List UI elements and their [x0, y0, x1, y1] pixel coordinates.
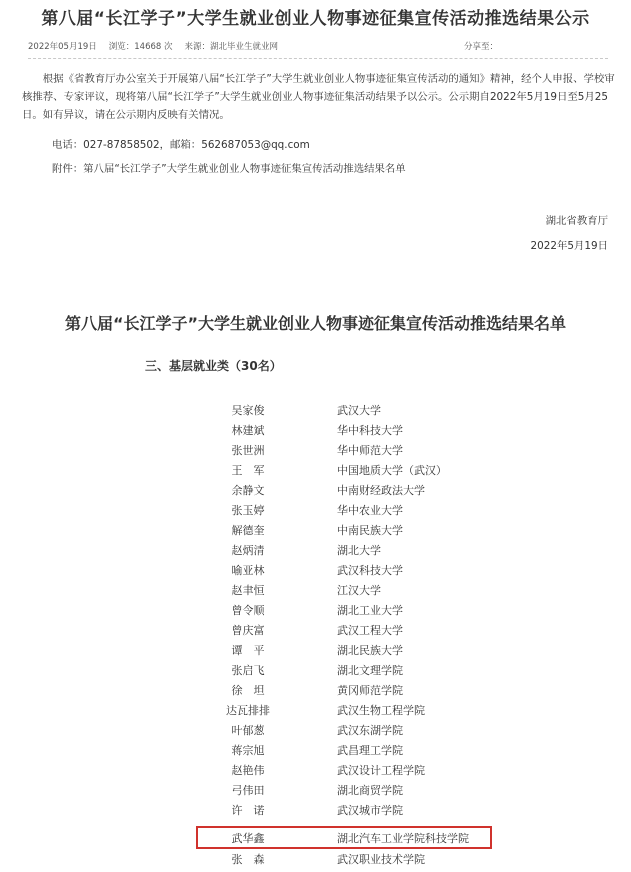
school-name: 湖北大学 — [337, 544, 381, 557]
school-name: 华中科技大学 — [337, 424, 403, 437]
school-name: 武汉设计工程学院 — [337, 764, 425, 777]
school-name: 华中师范大学 — [337, 444, 403, 457]
attachment-link[interactable]: 第八届“长江学子”大学生就业创业人物事迹征集宣传活动推选结果名单 — [83, 163, 406, 175]
list-item — [0, 742, 631, 762]
attachment-line — [52, 160, 406, 175]
list-item — [0, 702, 631, 722]
school-name: 武汉大学 — [337, 404, 381, 417]
signature-date: 2022年5月19日 — [530, 240, 608, 252]
person-name: 赵炳清 — [231, 544, 265, 557]
person-name: 弓伟田 — [231, 784, 265, 797]
attachment-prefix: 附件： — [52, 163, 84, 175]
person-name: 赵聿恒 — [231, 584, 265, 597]
list-item — [0, 762, 631, 782]
list-item — [0, 642, 631, 662]
school-name: 武汉职业技术学院 — [337, 853, 425, 866]
list-item — [0, 582, 631, 602]
school-name: 武汉科技大学 — [337, 564, 403, 577]
list-item — [0, 682, 631, 702]
list-title: 第八届“长江学子”大学生就业创业人物事迹征集宣传活动推选结果名单 — [64, 314, 567, 333]
list-item — [0, 542, 631, 562]
list-item — [0, 602, 631, 622]
person-name: 许 诺 — [231, 804, 265, 817]
list-item — [0, 562, 631, 582]
list-item — [0, 851, 631, 871]
section-heading: 三、基层就业类（30名） — [145, 359, 282, 373]
list-item — [0, 402, 631, 422]
article-source: 来源：湖北毕业生就业网 — [184, 42, 279, 52]
school-name: 湖北文理学院 — [337, 664, 403, 677]
school-name: 中南财经政法大学 — [337, 484, 425, 497]
article-title: 第八届“长江学子”大学生就业创业人物事迹征集宣传活动推选结果公示 — [41, 9, 590, 29]
person-name: 喻亚林 — [231, 564, 265, 577]
school-name: 湖北工业大学 — [337, 604, 403, 617]
share-label[interactable]: 分享至： — [464, 42, 499, 52]
person-name: 曾令顺 — [231, 604, 265, 617]
list-item — [0, 802, 631, 822]
person-name: 余静文 — [231, 484, 265, 497]
list-item — [0, 482, 631, 502]
person-name: 徐 坦 — [231, 684, 265, 697]
school-name: 江汉大学 — [337, 584, 381, 597]
school-name: 华中农业大学 — [337, 504, 403, 517]
list-item — [0, 442, 631, 462]
school-name: 湖北民族大学 — [337, 644, 403, 657]
person-name: 达瓦排排 — [226, 704, 270, 717]
school-name: 武昌理工学院 — [337, 744, 403, 757]
list-item — [0, 782, 631, 802]
list-item — [0, 722, 631, 742]
person-name: 赵艳伟 — [231, 764, 265, 777]
school-name: 武汉生物工程学院 — [337, 704, 425, 717]
list-item — [0, 502, 631, 522]
view-count: 浏览：14668 次 — [108, 42, 173, 52]
person-name: 张启飞 — [231, 664, 265, 677]
person-name: 张 森 — [231, 853, 265, 866]
publish-date: 2022年05月19日 — [28, 42, 97, 52]
person-name: 林建斌 — [231, 424, 265, 437]
list-item — [0, 422, 631, 442]
list-item — [0, 622, 631, 642]
announcement-paragraph: 根据《省教育厅办公室关于开展第八届“长江学子”大学生就业创业人物事迹征集宣传活动的通知》精神，经个人申报、学校审核推荐、专家评议，现将第八届“长江学子”大学生就业创业人物事迹征集活动结果予以公示。公示期自2022年5月19日至5月25日。如有异议，请在公示期内反映有关情况。 — [22, 73, 615, 121]
person-name: 蒋宗旭 — [231, 744, 265, 757]
person-name: 张玉婷 — [231, 504, 265, 517]
highlight-box — [196, 826, 492, 849]
school-name: 黄冈师范学院 — [337, 684, 403, 697]
school-name: 武汉东湖学院 — [337, 724, 403, 737]
school-name: 武汉城市学院 — [337, 804, 403, 817]
list-item — [0, 462, 631, 482]
list-item — [0, 662, 631, 682]
list-item — [0, 522, 631, 542]
person-name: 解德奎 — [231, 524, 265, 537]
person-name: 张世洲 — [231, 444, 265, 457]
contact-info: 电话：027-87858502，邮箱：562687053@qq.com — [52, 139, 310, 151]
person-name: 叶郁葱 — [231, 724, 265, 737]
person-name: 谭 平 — [231, 644, 265, 657]
meta-divider — [28, 58, 608, 59]
person-name: 曾庆富 — [231, 624, 265, 637]
school-name: 湖北汽车工业学院科技学院 — [337, 832, 469, 845]
school-name: 中南民族大学 — [337, 524, 403, 537]
person-name: 吴家俊 — [231, 404, 265, 417]
school-name: 中国地质大学（武汉） — [337, 464, 447, 477]
school-name: 武汉工程大学 — [337, 624, 403, 637]
article-meta — [28, 40, 608, 52]
person-name: 王 军 — [231, 464, 265, 477]
school-name: 湖北商贸学院 — [337, 784, 403, 797]
person-name: 武华鑫 — [231, 832, 265, 845]
signature-org: 湖北省教育厅 — [545, 215, 608, 227]
